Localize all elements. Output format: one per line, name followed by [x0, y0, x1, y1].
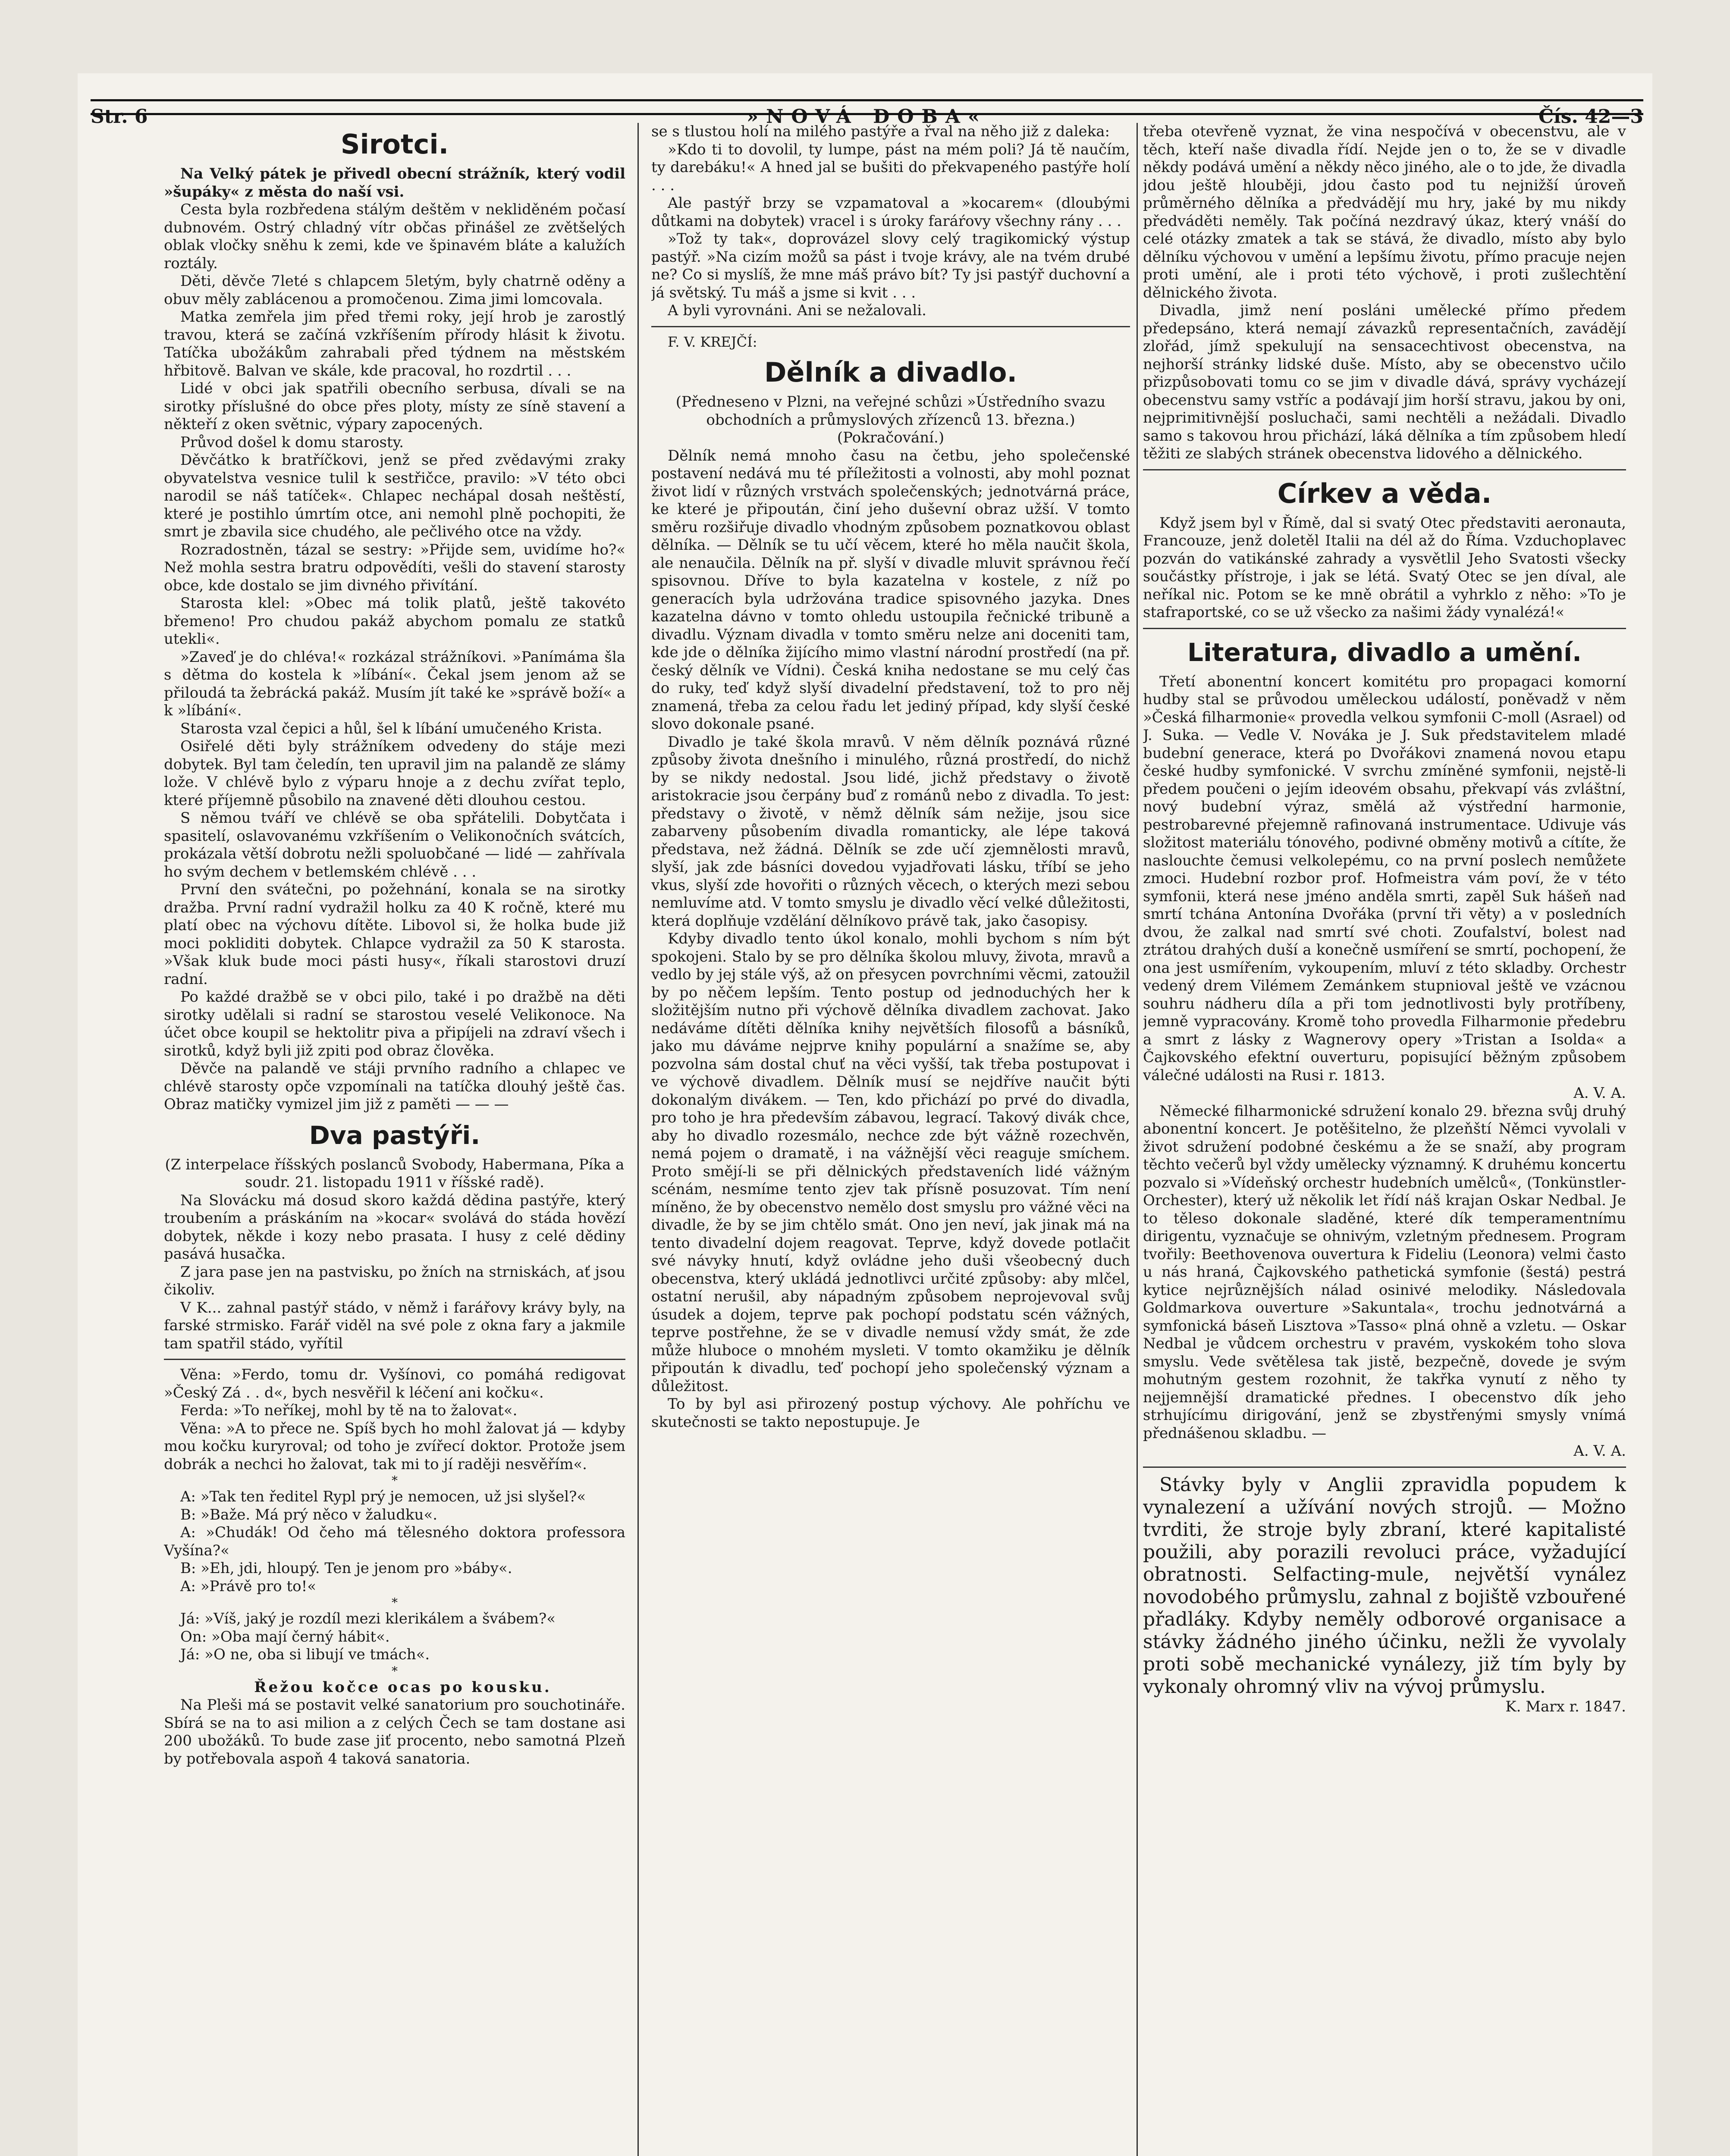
article-title-literatura: Literatura, divadlo a umění.	[1187, 637, 1582, 667]
paragraph: Děvče na palandě ve stáji prvního radního a chlapec ve chlévě starosty opče vzpomínali na tatíčka dlouhý ještě čas. Obraz matičky vymizel jim již z paměti — — —	[164, 1060, 625, 1113]
star-separator: *	[392, 1473, 398, 1488]
paragraph: Když jsem byl v Římě, dal si svatý Otec představiti aeronauta, Francouze, jenž doletěl Italii na dél až do Říma. Vzduchoplavec pozván do vatikánské zahrady a vysvětlil Jeho Svatosti všecky součástky přístroje, i jak se létá. Svatý Otec se jen díval, ale neříkal nic. Potom se ke mně obrátil a vyhrklo z něho: »To je stafraportské, co se už všecko za našimi žády vynalézá!«	[1143, 514, 1626, 621]
issue-number: Čís. 42—3	[1538, 106, 1643, 128]
continuation-note: (Pokračování.)	[837, 429, 945, 446]
article-intro: (Předneseno v Plzni, na veřejné schůzi »Ústředního svazu obchodních a průmyslových zřízenců 13. března.)	[675, 393, 1106, 429]
paragraph: »Zaveď je do chléva!« rozkázal strážníkovi. »Panímáma šla s dětma do kostela k »líbání«. Čekal jsem jenom až se přiloudá ta žebrácká pakáž. Musím jít také ke »správě boží« a k »líbání«.	[164, 648, 625, 719]
paragraph: Po každé dražbě se v obci pilo, také i po dražbě na děti sirotky udělali si radní se starostou veselé Velikonoce. Na účet obce koupil se hektolitr piva a připíjeli na zdraví všech i sirotků, když byli již zpiti pod obraz člověka.	[164, 988, 625, 1059]
star-separator: *	[392, 1595, 398, 1610]
paragraph: To by byl asi přirozený postup výchovy. Ale pohříchu ve skutečnosti se takto nepostupuje. Je	[651, 1395, 1130, 1431]
paragraph: Německé filharmonické sdružení konalo 29. března svůj druhý abonentní koncert. Je potěšitelno, že plzeňští Němci vyvolali v život sdružení podobné českému a že se snaží, aby program těchto večerů byl vždy umělecky významný. K druhému koncertu pozvalo si »Vídeňský orchestr hudebních umělců«, (Tonkünstler-Orchester), který už několik let řídí náš krajan Oskar Nedbal. Je to těleso dokonale sladěné, které dík temperamentnímu dirigentu, vyznačuje se ohnivým, vzletným přednesem. Program tvořily: Beethovenova ouvertura k Fideliu (Leonora) velmi často u nás hraná, Čajkovského pathetická symfonie (šestá) pestrá kytice nejrůznějších nálad osinivé melodiky. Následovala Goldmarkova ouverture »Sakuntala«, trochu jednotvárná a symfonická báseň Lisztova »Tasso« plná ohně a vzletu. — Oskar Nedbal je vůdcem orchestru v pravém, vyskokém toho slova smyslu. Vede světělesa tak jistě, bezpečně, dovede je svým mohutným gestem rozohnit, že takřka vynutí z něho ty nejjemnější dramatické přednes. I obecenstvo dík jeho strhujícímu dirigování, jenž se zbystřenými smysly vnímá přednášenou skladbu. —	[1143, 1102, 1626, 1442]
quote-author: K. Marx r. 1847.	[1505, 1698, 1626, 1715]
dialog-section	[164, 1366, 625, 1664]
article-title-dva-pastyri: Dva pastýři.	[309, 1120, 480, 1150]
page-number: Str. 6	[91, 106, 148, 128]
article-intro: (Z interpelace říšských poslanců Svobody, Habermana, Píka a soudr. 21. listopadu 1911 v říšské radě).	[165, 1156, 625, 1191]
masthead-title: »NOVÁ DOBA«	[746, 106, 988, 128]
paragraph: »Tož ty tak«, doprovázel slovy celý tragikomický výstup pastýř. »Na cizím možů sa pást i tvoje krávy, ale na tvém drubé ne? Co si myslíš, že mne máš právo bít? Ty jsi pastýř duchovní a já světský. Tu máš a jsme si kvit . . .	[651, 230, 1130, 301]
article-title-sirotci: Sirotci.	[340, 128, 449, 160]
dialog-line: Ferda: »To neříkej, mohl by tě na to žalovat«.	[180, 1402, 518, 1419]
section-rule	[164, 1359, 625, 1360]
article-title-delnik-a-divadlo: Dělník a divadlo.	[764, 357, 1017, 388]
dialog-line: A: »Chudák! Od čeho má tělesného doktora professora Vyšína?«	[164, 1524, 625, 1559]
paragraph: S němou tváří ve chlévě se oba spřátelili. Dobytčata i spasitelí, oslavovanému vzkříšením o Velikonočních svátcích, prokázala větší dobrotu nežli spoluobčané — lidé — zahřívala ho svým dechem v betlemském chlévě . . .	[164, 809, 625, 881]
paragraph: Z jara pase jen na pastvisku, po žních na strniskách, ať jsou čikoliv.	[164, 1263, 625, 1298]
header-rule-bottom	[91, 113, 1643, 115]
dialog-line: Věna: »A to přece ne. Spíš bych ho mohl žalovat já — kdyby mou kočku kuryroval; od toho je zvířecí doktor. Protože jsem dobrák a nechci ho žalovat, tak mi to jí raději nesvěřím«.	[164, 1420, 625, 1473]
article-sirotci	[164, 165, 625, 1114]
dialog-line: Věna: »Ferdo, tomu dr. Vyšínovi, co pomáhá redigovat »Český Zá . . d«, bych nesvěřil k léčení ani kočku«.	[164, 1366, 625, 1401]
paragraph: Na Velký pátek je přivedl obecní strážník, který vodil »šupáky« z města do naší vsi.	[164, 165, 625, 201]
paragraph: Kdyby divadlo tento úkol konalo, mohli bychom s ním být spokojeni. Stalo by se pro dělníka školou mluvy, života, mravů a vedlo by jej stále výš, až on přesycen povrchními věcmi, zatoužil by po něčem lepším. Tento postup od jednoduchých her k složitějším nutno při výchově dělníka divadlem zachovat. Jako nedáváme dítěti dělníka knihy největších filosofů a básníků, jako mu dáváme nejprve knihy populární a snažíme se, aby pozvolna sám dostal chuť na věci vyšší, tak třeba postupovat i ve výchově divadlem. Dělník musí se nejdříve naučit býti dokonalým divákem. — Ten, kdo přichází po prvé do divadla, pro toho je hra především zábavou, legrací. Takový divák chce, aby ho divadlo rozesmálo, nechce zde být vážně rozechvěn, nemá pojem o dramatě, i na vážnější věci reaguje smíchem. Proto smějí-li se při dělnických představeních lidé vážným scénám, nesmíme tento zjev tak přísně posuzovat. Tím není míněno, že by obecenstvo nemělo dost smyslu pro vážné věci na divadle, že by se jim chtělo smát. Ono jen neví, jak jinak má na tento divadelní dojem reagovat. Teprve, když dovede potlačit své návyky hnutí, když ovládne jeho duši všeobecný duch obecenstva, který ukládá jednotlivci určité způsoby: aby mlčel, ostatní nerušil, aby nápadným způsobem neprojevoval svůj úsudek a dojem, teprve pak pochopí podstatu scén vážných, teprve postřehne, že se v divadle nemusí vždy smát, že zde může hluboce o mnohém mysleti. V tomto okamžiku je dělník připoután k divadlu, teď pochopí jeho společenský význam a důležitost.	[651, 930, 1130, 1395]
section-rule	[1143, 628, 1626, 629]
column-1	[164, 123, 625, 2156]
article-title-cirkev-a-veda: Církev a věda.	[1277, 477, 1492, 509]
paragraph: Starosta vzal čepici a hůl, šel k líbání umučeného Krista.	[180, 720, 603, 737]
paragraph: Cesta byla rozbředena stálým deštěm v nekliděném počasí dubnovém. Ostrý chladný vítr občas přinášel ze zvětšelých oblak vločky sněhu k zemi, kde ve špinavém bláte a kalužích roztály.	[164, 201, 625, 272]
paragraph: Průvod došel k domu starosty.	[180, 433, 404, 451]
paragraph: Na Pleši má se postavit velké sanatorium pro souchotináře. Sbírá se na to asi milion a z celých Čech se tam dostane asi 200 ubožáků. To bude zase jiť procento, nebo samotná Plzeň by potřebovala aspoň 4 taková sanatoria.	[164, 1696, 625, 1767]
dialog-line: A: »Tak ten ředitel Rypl prý je nemocen, už jsi slyšel?«	[180, 1488, 586, 1505]
paragraph: Děti, děvče 7leté s chlapcem 5letým, byly chatrně oděny a obuv měly zablácenou a promočenou. Zima jimi lomcovala.	[164, 273, 625, 308]
star-separator: *	[392, 1664, 398, 1678]
paragraph: Divadla, jimž není posláni umělecké přímo předem předepsáno, která nemají závazků representačních, zavádějí zlořád, jímž spekulují na sensacechtivost obecenstva, na nejhorší stránky lidské duše. Místo, aby se obecenstvo učilo přizpůsobovati tomu co se jim v divadle dává, správy vycházejí obecenstvu samy vstříc a podávají jim horší stravu, jakou by oni, nejprimitivnější posluchači, sami nechtěli a nežádali. Divadlo samo s takovou hrou přichází, láká dělníka a tím způsobem hledí těžiti ze slabých stránek obecenstva lidového a dělnického.	[1143, 302, 1626, 462]
paragraph: V K... zahnal pastýř stádo, v němž i farářovy krávy byly, na farské strmisko. Farář viděl na své pole z okna fary a jakmile tam spatřil stádo, vyřítil	[164, 1299, 625, 1352]
dialog-line: B: »Eh, jdi, hloupý. Ten je jenom pro »báby«.	[180, 1560, 512, 1577]
paragraph: »Kdo ti to dovolil, ty lumpe, pást na mém poli? Já tě naučím, ty darebáku!« A hned jal se bušiti do překvapeného pastýře holí . . .	[651, 141, 1130, 194]
column-2	[651, 123, 1130, 2156]
paragraph: se s tlustou holí na milého pastýře a řval na něho již z daleka:	[651, 123, 1110, 140]
paragraph: třeba otevřeně vyznat, že vina nespočívá v obecenstvu, ale v těch, kteří naše divadla řídí. Nejde jen o to, že se v divadle někdy podává umění a někdy něco jiného, ale o to jde, že divadla jdou ještě hlouběji, jdou často pod tu nejnižší úroveň průměrného dělníka a předvádějí mu hry, jaké by mu nikdy předváděti neměly. Tak počíná nezdravý úkaz, který vnáší do celé otázky zmatek a tak se stává, že divadlo, místo aby bylo dělníku výchovou v umění a lepšímu životu, přímo pracuje nejen proti umění, ale i proti této výchově, i proti zušlechtění dělnického života.	[1143, 123, 1626, 301]
column-divider-2	[1137, 123, 1138, 2156]
paragraph: Lidé v obci jak spatřili obecního serbusa, dívali se na sirotky příslušné do obce přes ploty, místy ze síně stavení a někteří z oken světnic, výpary zapocených.	[164, 380, 625, 433]
article-author: F. V. KREJČÍ:	[668, 333, 757, 350]
paragraph: A byli vyrovnáni. Ani se nežalovali.	[668, 302, 926, 319]
paragraph: Rozradostněn, tázal se sestry: »Přijde sem, uvidíme ho?« Než mohla sestra bratru odpovědíti, vešli do stavení starosty obce, kde dostalo se jim divného přivítání.	[164, 541, 625, 594]
paragraph: Dělník nemá mnoho času na četbu, jeho společenské postavení nedává mu té příležitosti a volnosti, aby mohl poznat život lidí v různých vrstvách společenských; jednotvárná práce, ke které je připoután, činí jeho duševní obraz užší. V tomto směru rozšiřuje divadlo vhodným způsobem poznatkovou oblast dělníka. — Dělník se tu učí věcem, které ho měla naučit škola, ale nenaučila. Dělník na př. slyší v divadle mluvit správnou řečí spisovnou. Dříve to byla kazatelna v kostele, z níž po generacích byla udržována tradice spisovného jazyka. Dnes kazatelna dávno v tomto ohledu ustoupila řečnické tribuně a divadlu. Význam divadla v tomto směru nelze ani doceniti tam, kde jde o dělníka žijícího mimo vlastní národní prostředí (na př. český dělník ve Vídni). Česká kniha nedostane se mu celý čas do ruky, teď když slyší divadelní představení, tož to pro něj znamená, třeba za celou řadu let jediný případ, kdy slyší české slovo dokonale psané.	[651, 447, 1130, 733]
signature: A. V. A.	[1573, 1442, 1626, 1460]
header-rule-top	[91, 99, 1643, 101]
paragraph: První den svátečni, po požehnání, konala se na sirotky dražba. První radní vydražil holku za 40 K ročně, které mu platí obec na výchovu dítěte. Libovol si, že holka bude již moci pokliditi dobytek. Chlapce vydražil za 50 K starosta. »Však kluk bude moci pásti husy«, říkali starostovi druzí radní.	[164, 881, 625, 988]
section-rule	[1143, 1467, 1626, 1468]
column-3	[1143, 123, 1626, 2156]
dialog-line: On: »Oba mají černý hábit«.	[180, 1628, 390, 1645]
dialog-line: B: »Baže. Má prý něco v žaludku«.	[180, 1506, 438, 1523]
section-rule	[651, 326, 1130, 327]
paragraph: Matka zemřela jim před třemi roky, její hrob je zarostlý travou, která se začíná vzkříšením přírody hlásit k životu. Tatíčka ubožákům zahrabali před týdnem na městském hřbitově. Balvan ve skále, kde pracoval, ho rozdrtil . . .	[164, 308, 625, 379]
paragraph: Starosta klel: »Obec má tolik platů, ještě takovéto břemeno! Pro chudou pakáž abychom pomalu ze statků utekli«.	[164, 595, 625, 648]
quote-text: Stávky byly v Anglii zpravidla popudem k vynalezení a užívání nových strojů. — Možno tvrditi, že stroje byly zbraní, které kapitalisté použili, aby porazili revoluci práce, vyžadující obratnosti. Selfacting-mule, největší vynález novodobého průmyslu, zahnal z bojiště vzbouřené přadláky. Kdyby neměly odborové organisace a stávky žádného jiného účinku, nežli že vyvolaly proti sobě mechanické vynálezy, již tím byly by vykonaly ohromný vliv na vývoj průmyslu.	[1143, 1473, 1626, 1698]
paragraph: Na Slovácku má dosud skoro každá dědina pastýře, který troubením a práskáním na »kocar« svolává do stáda hovězí dobytek, někde i kozy nebo prasata. I husy z celé dědiny pasává husačka.	[164, 1191, 625, 1263]
paragraph: Divadlo je také škola mravů. V něm dělník poznává různé způsoby života dnešního i minulého, různá prostředí, do nichž by se nikdy nedostal. Jsou lidé, jichž představy o životě aristokracie jsou čerpány buď z románů nebo z divadla. To jest: představy o životě, v němž dělník sám nežije, jsou sice zabarveny působením divadla romanticky, ale lépe taková představa, než žádná. Dělník se zde učí zjemnělosti mravů, slyší, jak zde básníci dovedou vyjadřovati lásku, tříbí se jeho vkus, slyší zde hovořiti o různých věcech, o kterých mezi sebou nemluvíme atd. V tomto smyslu je divadlo věcí velké důležitosti, která doplňuje vzdělání dělníkovo právě tak, jako časopisy.	[651, 733, 1130, 930]
paragraph: Ale pastýř brzy se vzpamatoval a »kocarem« (dloubými důtkami na dobytek) vracel i s úroky faráŕovy všechny rány . . .	[651, 194, 1130, 230]
dialog-line: A: »Právě pro to!«	[180, 1577, 317, 1595]
dialog-line: Já: »O ne, oba si libují ve tmách«.	[180, 1646, 430, 1663]
paragraph: Třetí abonentní koncert komitétu pro propagaci komorní hudby stal se průvodou uměleckou událostí, poněvadž v něm »Česká filharmonie« provedla velkou symfonii C-moll (Asrael) od J. Suka. — Vedle V. Nováka je J. Suk představitelem mladé budební generace, která po Dvořákovi znamená novou etapu české hudby symfonické. V svrchu zmíněné symfonii, nejstě-li předem poučeni o jejím ideovém obsahu, překvapí vás zvláštní, nový budební výraz, smělá až výstřední harmonie, pestrobarevné přejemně rafinovaná instrumentace. Udivuje vás složitost materiálu tónového, podivné obměny motivů a cítíte, že naslouchte čemusi velkolepému, co na první poslech nemůžete zmoci. Hudební rozbor prof. Hofmeistra vám poví, že v této symfonii, která nese jméno anděla smrti, zapěl Suk hášeň nad smrtí tchána Antonína Dvořáka (první tři věty) a v posledních dvou, že zalkal nad smrtí své choti. Zoufalství, bolest nad ztrátou drahých duší a konečně usmíření se smrtí, pochopení, že ona jest usmířením, vykoupením, mluví z této skladby. Orchestr vedený drem Vilémem Zemánkem stupnioval ještě ve vzácnou souhru nádheru díla a při tom jednotlivosti byly protříbeny, jemně vypracovány. Kromě toho provedla Filharmonie předebru a smrt z lásky z Wagnerovy opery »Tristan a Isolda« a Čajkovského efektní ouverturu, popisující běžným způsobem válečné události na Rusi r. 1813.	[1143, 673, 1626, 1084]
dialog-line: Já: »Víš, jaký je rozdíl mezi klerikálem a švábem?«	[180, 1610, 556, 1627]
paragraph: Osiřelé děti byly strážníkem odvedeny do stáje mezi dobytek. Byl tam čeledín, ten upravil jim na palandě ze slámy lože. V chlévě bylo z výparu hnoje a z dechu zvířat teplo, které příjemně působilo na znavené děti dlouhou cestou.	[164, 738, 625, 809]
column-divider-1	[637, 123, 639, 2156]
subheading: Řežou kočce ocas po kousku.	[254, 1678, 552, 1696]
paragraph: Děvčátko k bratříčkovi, jenž se před zvědavými zraky obyvatelstva vesnice tulil k sestřičce, pravilo: »V této obci narodil se náš tatíček«. Chlapec nechápal dosah neštěstí, které je postihlo úmrtím otce, ani nemohl plně pochopiti, že smrt je zbavila sice chudého, ale pečlivého otce na vždy.	[164, 451, 625, 540]
section-rule	[1143, 469, 1626, 470]
signature: A. V. A.	[1573, 1084, 1626, 1102]
